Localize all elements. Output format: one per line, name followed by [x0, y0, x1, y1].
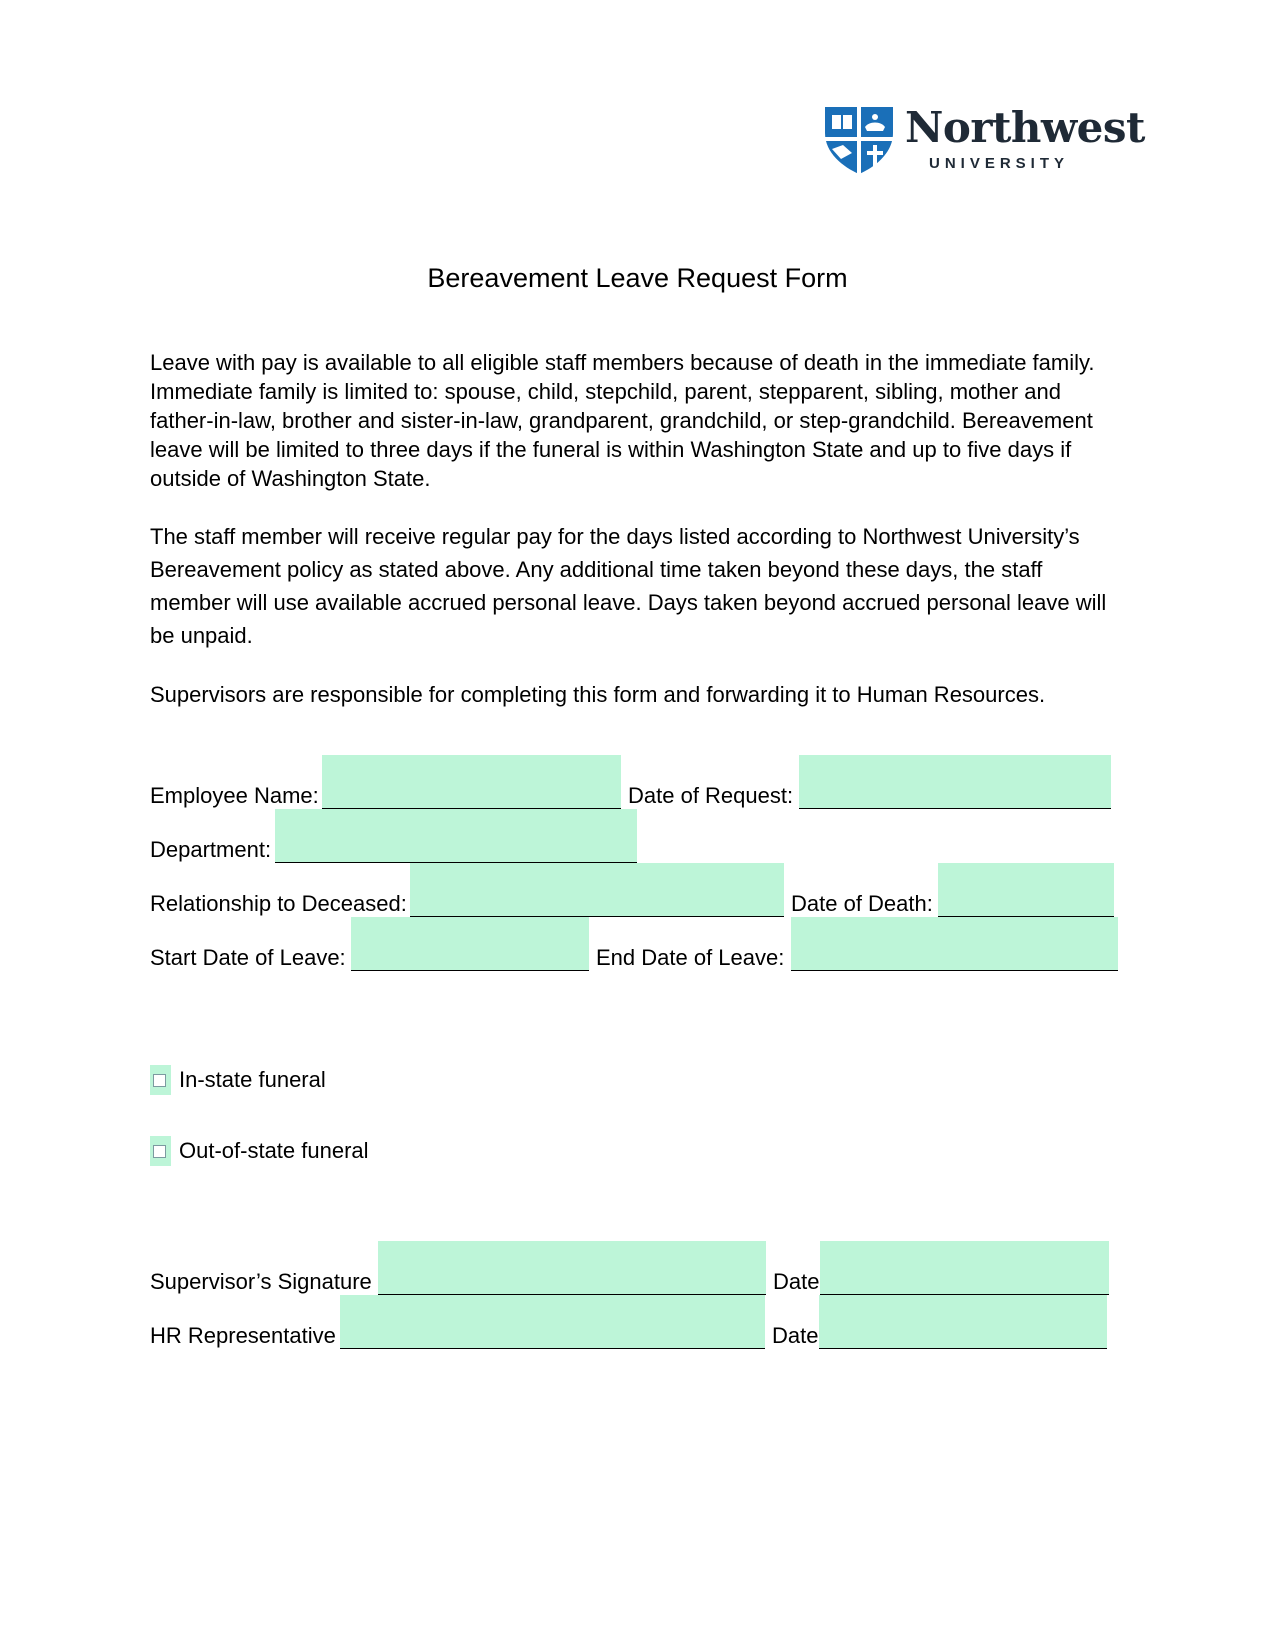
- checkbox-icon: [153, 1145, 166, 1158]
- checkbox-icon: [153, 1074, 166, 1087]
- hr-date-label: Date: [772, 1323, 819, 1348]
- supervisor-date-label: Date: [773, 1269, 820, 1294]
- start-date-label: Start Date of Leave:: [150, 945, 346, 970]
- form-row-department: [150, 809, 1110, 863]
- northwest-university-logo: [823, 103, 1145, 178]
- supervisor-date-field[interactable]: [820, 1241, 1109, 1295]
- relationship-label: Relationship to Deceased:: [150, 891, 407, 916]
- relationship-field[interactable]: [410, 863, 784, 917]
- logo-subtitle: UNIVERSITY: [929, 155, 1070, 172]
- date-of-death-field[interactable]: [938, 863, 1114, 917]
- supervisor-signature-field[interactable]: [378, 1241, 766, 1295]
- start-date-field[interactable]: [351, 917, 589, 971]
- department-field[interactable]: [275, 809, 637, 863]
- form-row-hr-representative: [150, 1295, 1110, 1349]
- date-of-request-label: Date of Request:: [628, 783, 794, 808]
- out-of-state-funeral-checkbox[interactable]: [150, 1136, 171, 1166]
- hr-date-field[interactable]: [819, 1295, 1107, 1349]
- employee-name-label: Employee Name:: [150, 783, 319, 808]
- department-label: Department:: [150, 837, 272, 862]
- policy-paragraph-pay: The staff member will receive regular pay for the days listed according to Northwest University’s Bereavement policy as stated above. Any additional time taken beyond these days, the staff member will use available accrued personal leave. Days taken beyond accrued personal leave will be unpaid.: [150, 524, 1107, 648]
- form-row-supervisor-signature: [150, 1241, 1110, 1295]
- hr-representative-label: HR Representative: [150, 1323, 336, 1348]
- out-of-state-funeral-label: Out-of-state funeral: [179, 1138, 369, 1163]
- in-state-funeral-label: In-state funeral: [179, 1067, 326, 1092]
- employee-name-field[interactable]: [322, 755, 621, 809]
- form-row-relationship: [150, 863, 1115, 917]
- form-title: Bereavement Leave Request Form: [427, 263, 848, 293]
- end-date-label: End Date of Leave:: [596, 945, 785, 970]
- form-row-employee: [150, 755, 1110, 809]
- policy-paragraph-supervisor: Supervisors are responsible for completing this form and forwarding it to Human Resources.: [150, 682, 1046, 707]
- hr-representative-field[interactable]: [340, 1295, 765, 1349]
- date-of-death-label: Date of Death:: [791, 891, 933, 916]
- end-date-field[interactable]: [791, 917, 1118, 971]
- in-state-funeral-checkbox[interactable]: [150, 1065, 171, 1095]
- logo-wordmark: Northwest: [905, 103, 1145, 152]
- shield-icon: [823, 103, 895, 175]
- date-of-request-field[interactable]: [799, 755, 1111, 809]
- policy-paragraph-eligibility: Leave with pay is available to all eligible staff members because of death in the immediate family. Immediate family is limited to: spouse, child, stepchild, parent, stepparent, sibling, mother and father-in-law, brother and sister-in-law, grandparent, grandchild, or step-grandchild. Bereavement leave will be limited to three days if the funeral is within Washington State and up to five days if outside of Washington State.: [150, 350, 1095, 491]
- supervisor-signature-label: Supervisor’s Signature: [150, 1269, 372, 1294]
- form-row-leave-dates: [150, 917, 1120, 971]
